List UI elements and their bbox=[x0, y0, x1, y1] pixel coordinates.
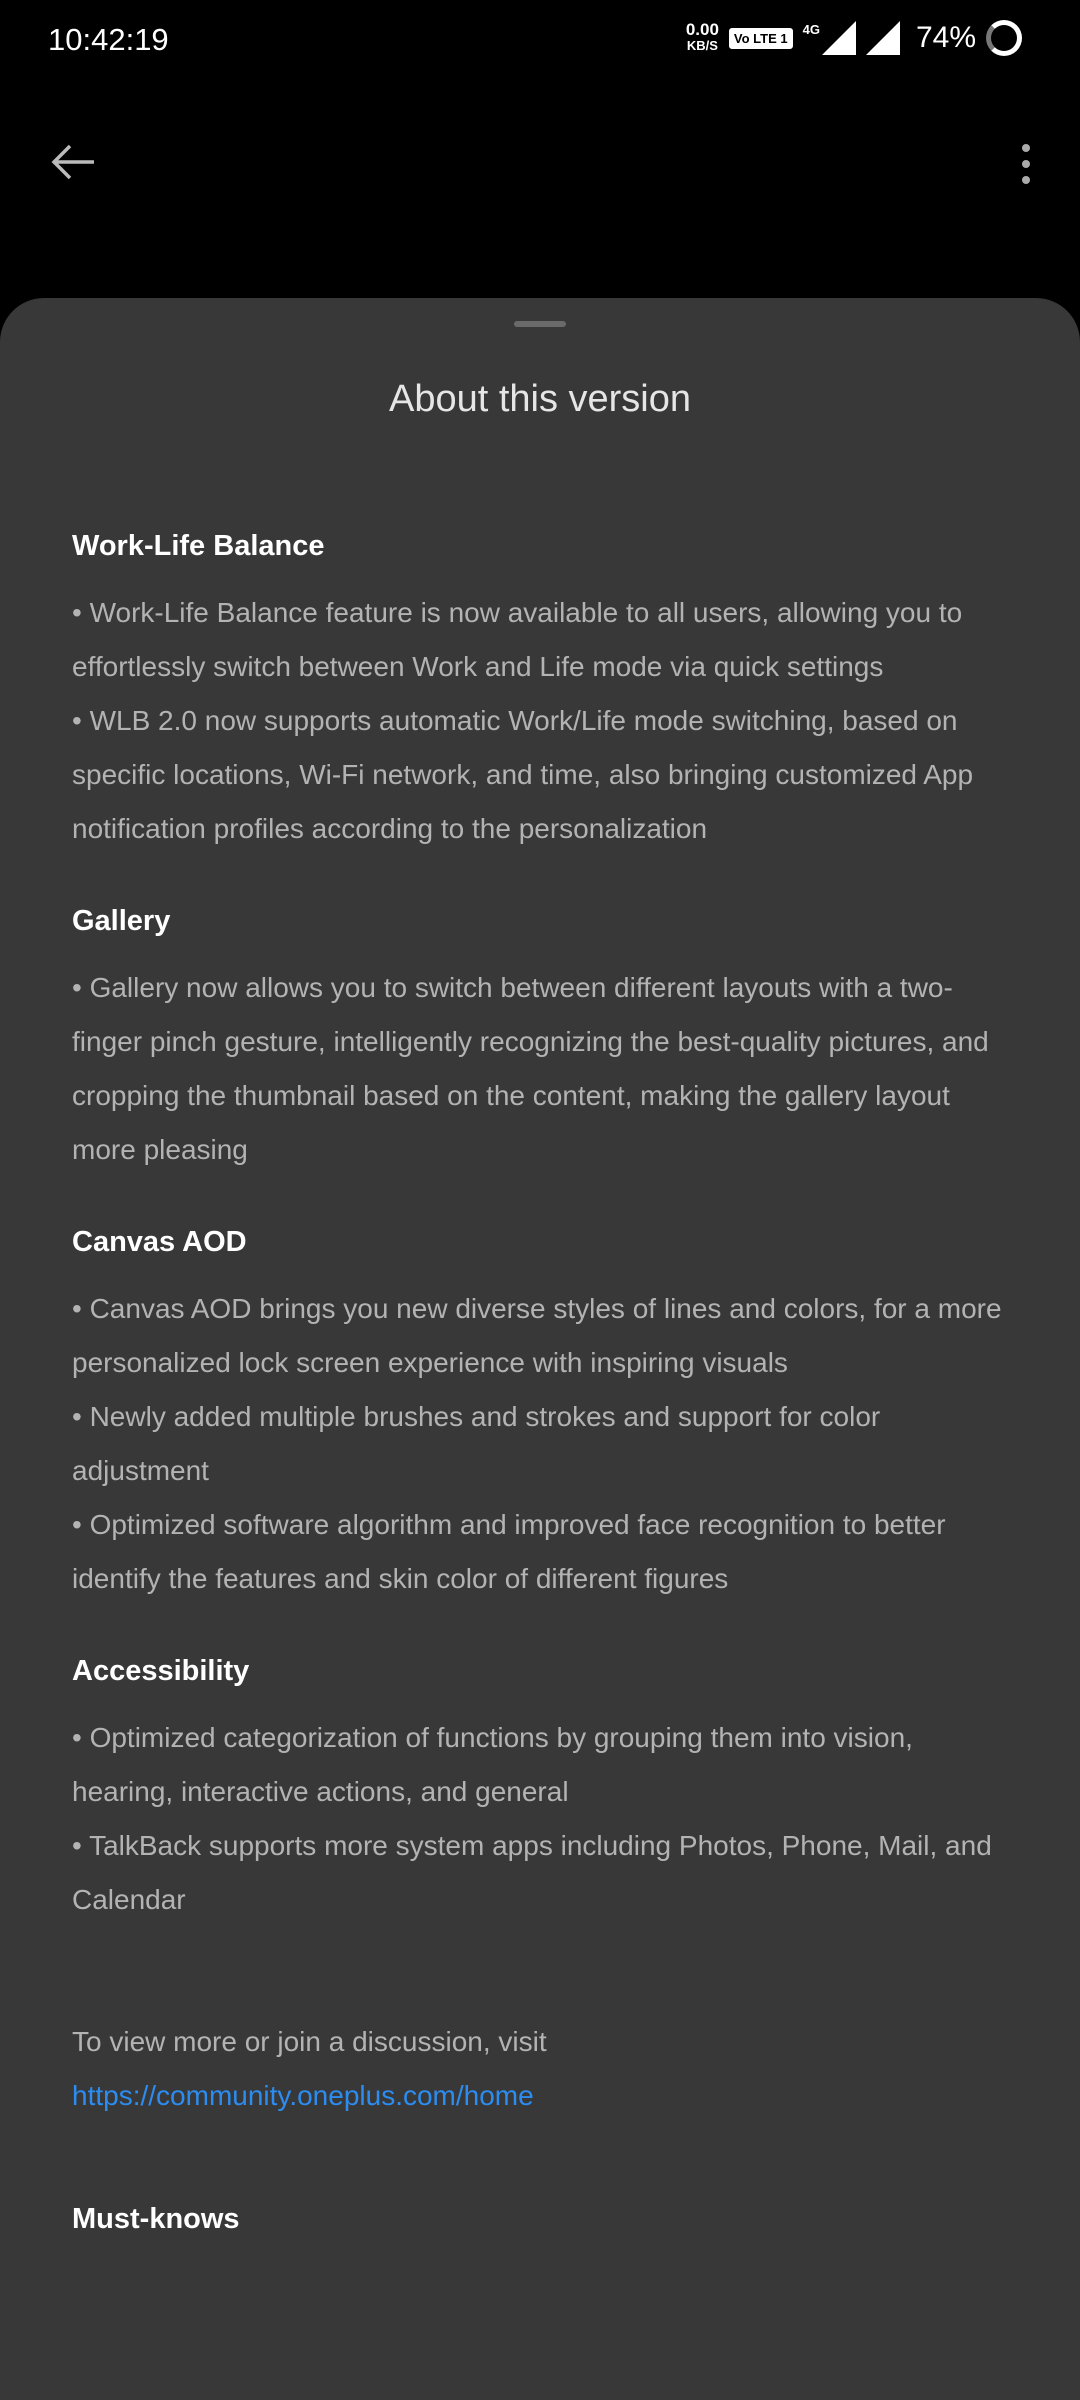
status-bar bbox=[0, 0, 1080, 80]
section-heading: Canvas AOD bbox=[72, 1226, 247, 1258]
must-knows-heading: Must-knows bbox=[72, 2203, 240, 2235]
volte-icon: Vo LTE 1 bbox=[729, 28, 793, 49]
section-heading: Accessibility bbox=[72, 1655, 250, 1687]
note-line: • Gallery now allows you to switch between different layouts with a two-finger pinch gesture, intelligently recognizing the best-quality pictures, and cropping the thumbnail based on the content, making the gallery layout more pleasing bbox=[72, 972, 989, 1165]
sheet-title: About this version bbox=[388, 378, 692, 420]
note-line: • Optimized software algorithm and improved face recognition to better identify the features and skin color of different figures bbox=[72, 1509, 946, 1594]
speed-value: 0.00 bbox=[685, 20, 719, 39]
section-canvas-aod bbox=[72, 1220, 1008, 1606]
signal-icon bbox=[822, 21, 856, 55]
signal-icon-2 bbox=[866, 21, 900, 55]
note-line: • Canvas AOD brings you new diverse styles of lines and colors, for a more personalized lock screen experience with inspiring visuals bbox=[72, 1293, 1002, 1378]
note-line: • Optimized categorization of functions by grouping them into vision, hearing, interactive actions, and general bbox=[72, 1722, 913, 1807]
section-heading: Gallery bbox=[72, 905, 171, 937]
drag-handle[interactable] bbox=[514, 321, 566, 327]
back-arrow-icon[interactable] bbox=[50, 144, 96, 180]
battery-icon bbox=[986, 20, 1022, 56]
note-line: • WLB 2.0 now supports automatic Work/Life mode switching, based on specific locations, Wi-Fi network, and time, also bringing customized App notification profiles according to the personalization bbox=[72, 705, 974, 844]
footer-text: To view more or join a discussion, visit bbox=[72, 2026, 547, 2057]
section-accessibility bbox=[72, 1649, 1008, 1927]
note-line: • Newly added multiple brushes and strokes and support for color adjustment bbox=[72, 1401, 881, 1486]
note-line: • TalkBack supports more system apps including Photos, Phone, Mail, and Calendar bbox=[72, 1830, 992, 1915]
clock: 10:42:19 bbox=[48, 22, 169, 57]
network-type: 4G bbox=[802, 22, 820, 37]
speed-unit: KB/S bbox=[686, 38, 718, 53]
note-line: • Work-Life Balance feature is now available to all users, allowing you to effortlessly switch between Work and Life mode via quick settings bbox=[72, 597, 963, 682]
community-link[interactable]: https://community.oneplus.com/home bbox=[72, 2080, 534, 2111]
section-heading: Work-Life Balance bbox=[72, 530, 325, 562]
network-speed bbox=[686, 22, 719, 54]
footer bbox=[72, 2015, 1008, 2123]
bottom-sheet bbox=[0, 298, 1080, 2400]
release-notes bbox=[72, 524, 1008, 2236]
section-work-life-balance bbox=[72, 524, 1008, 856]
section-gallery bbox=[72, 899, 1008, 1177]
battery-percent: 74% bbox=[915, 21, 976, 54]
more-options-icon[interactable] bbox=[1020, 144, 1032, 184]
